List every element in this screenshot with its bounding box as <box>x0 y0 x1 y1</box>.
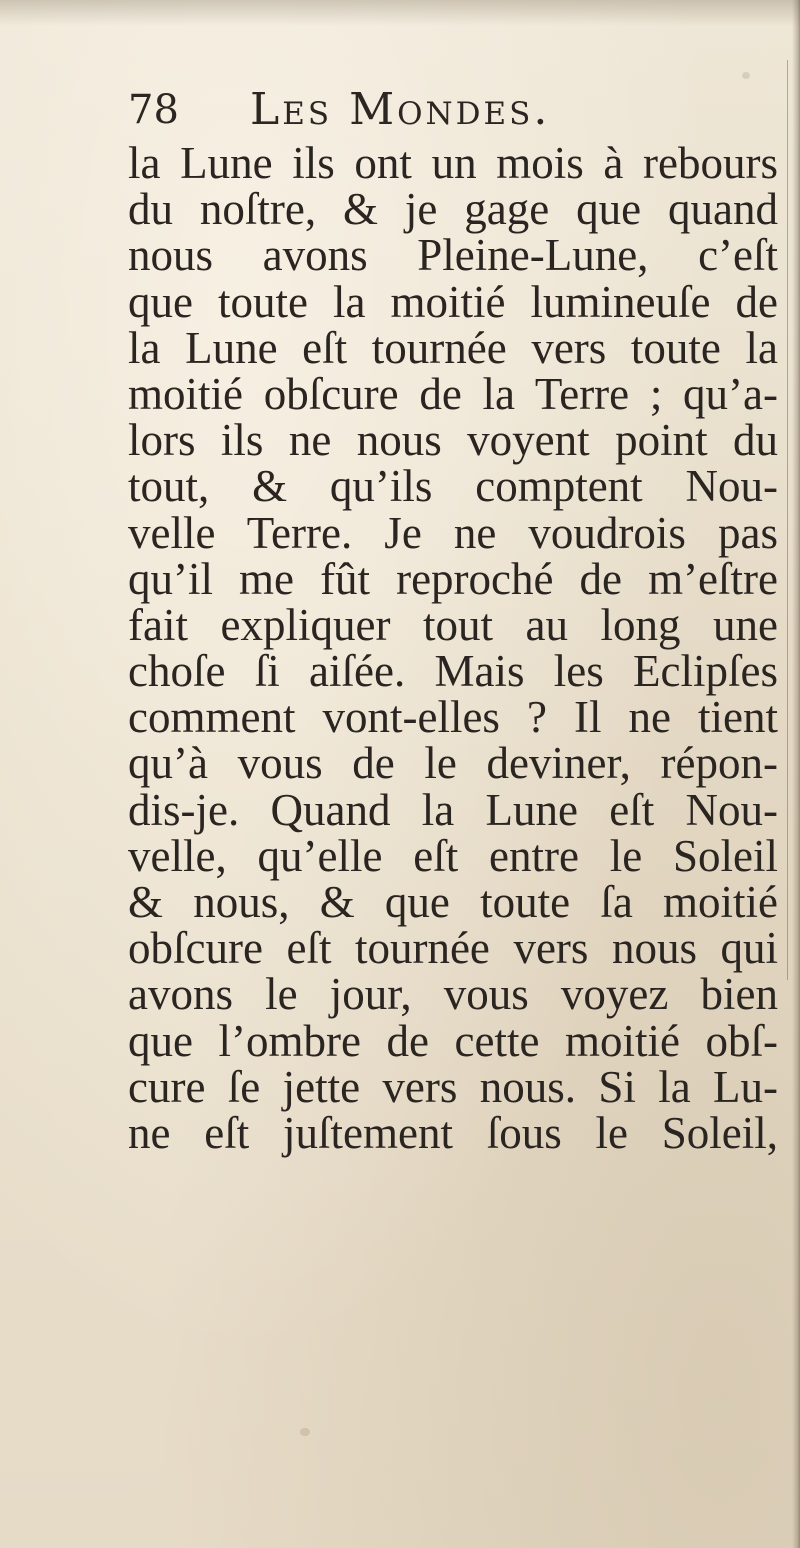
page-top-shadow <box>0 0 800 26</box>
text-line: obſcure eſt tournée vers nous qui <box>128 923 778 974</box>
text-line: comment vont-elles ? Il ne tient <box>128 692 778 743</box>
text-line: lors ils ne nous voyent point du <box>128 415 778 466</box>
text-line: dis-je. Quand la Lune eſt Nou- <box>128 784 778 835</box>
body-text <box>128 140 778 1156</box>
page-fold-line <box>787 60 788 980</box>
text-line: velle Terre. Je ne voudrois pas <box>128 507 778 558</box>
page-right-edge <box>792 0 800 1548</box>
text-line: velle, qu’elle eſt entre le Soleil <box>128 830 778 881</box>
text-line: nous avons Pleine-Lune, c’eſt <box>128 230 778 281</box>
text-line: tout, & qu’ils comptent Nou- <box>128 461 778 512</box>
text-line: que l’ombre de cette moitié obſ- <box>128 1015 778 1066</box>
page-number: 78 <box>128 87 179 133</box>
text-line: cure ſe jette vers nous. Si la Lu- <box>128 1061 778 1112</box>
text-line: du noſtre, & je gage que quand <box>128 184 778 235</box>
text-line: choſe ſi aiſée. Mais les Eclipſes <box>128 646 778 697</box>
text-line: la Lune eſt tournée vers toute la <box>128 322 778 373</box>
text-line: ne eſt juſtement ſous le Soleil, <box>128 1107 778 1158</box>
text-line: & nous, & que toute ſa moitié <box>128 877 778 927</box>
text-line: moitié obſcure de la Terre ; qu’a- <box>128 368 778 419</box>
text-line: que toute la moitié lumineuſe de <box>128 276 778 327</box>
page-header <box>128 84 768 136</box>
text-line: qu’à vous de le deviner, répon- <box>128 738 778 789</box>
text-line: la Lune ils ont un mois à rebours <box>128 138 778 188</box>
paper-spot <box>300 1428 310 1436</box>
paper-spot <box>742 72 750 79</box>
text-line: qu’il me fût reproché de m’eſtre <box>128 553 778 604</box>
text-line: fait expliquer tout au long une <box>128 599 778 650</box>
text-line: avons le jour, vous voyez bien <box>128 969 778 1020</box>
running-title: Les Mondes. <box>250 84 551 135</box>
